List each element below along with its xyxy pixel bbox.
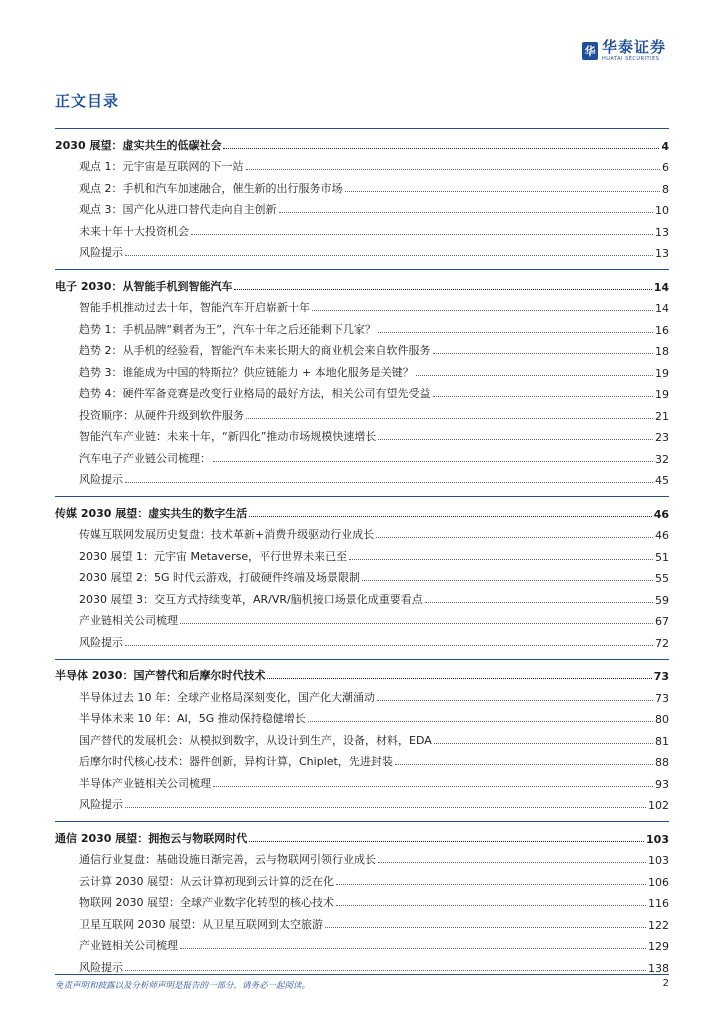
- toc-entry-page: 116: [648, 897, 669, 910]
- toc-entry[interactable]: [55, 585, 669, 607]
- dot-leader: [213, 786, 653, 787]
- toc-entry[interactable]: [55, 239, 669, 261]
- dot-leader: [180, 623, 653, 624]
- toc-entry-label: 产业链相关公司梳理: [79, 614, 178, 627]
- dot-leader: [125, 807, 646, 808]
- toc-entry-label: 智能汽车产业链：未来十年，“新四化”推动市场规模快速增长: [79, 430, 377, 443]
- dot-leader: [234, 289, 651, 290]
- dot-leader: [376, 537, 653, 538]
- toc-entry-label: 智能手机推动过去十年，智能汽车开启崭新十年: [79, 301, 310, 314]
- toc-entry[interactable]: [55, 542, 669, 564]
- dot-leader: [125, 645, 653, 646]
- toc-entry-label: 传媒互联网发展历史复盘：技术革新+消费升级驱动行业成长: [79, 528, 375, 541]
- toc-section: [55, 496, 669, 650]
- dot-leader: [246, 169, 661, 170]
- toc-entry-label: 半导体 2030：国产替代和后摩尔时代技术: [55, 669, 266, 682]
- section-divider: [55, 128, 669, 129]
- dot-leader: [223, 148, 659, 149]
- toc-entry[interactable]: [55, 607, 669, 629]
- logo-mark-icon: 华: [582, 42, 598, 60]
- toc-entry[interactable]: [55, 846, 669, 868]
- toc-entry[interactable]: [55, 423, 669, 445]
- toc-section-heading[interactable]: [55, 824, 669, 846]
- toc-entry[interactable]: [55, 748, 669, 770]
- toc-entry[interactable]: [55, 867, 669, 889]
- toc-entry[interactable]: [55, 444, 669, 466]
- toc-entry[interactable]: [55, 174, 669, 196]
- toc-entry[interactable]: [55, 564, 669, 586]
- dot-leader: [433, 396, 654, 397]
- footer-page-number: 2: [662, 978, 669, 989]
- dot-leader: [325, 927, 646, 928]
- toc-entry-label: 趋势 3：谁能成为中国的特斯拉？供应链能力 + 本地化服务是关键？: [79, 365, 414, 379]
- toc-entry-page: 88: [655, 756, 669, 769]
- toc-entry[interactable]: [55, 953, 669, 975]
- toc-entry-label: 卫星互联网 2030 展望：从卫星互联网到太空旅游: [79, 917, 323, 931]
- toc-entry-page: 102: [648, 799, 669, 812]
- toc-section: [55, 659, 669, 813]
- toc-entry-page: 14: [655, 302, 669, 315]
- toc-entry-label: 2030 展望 2：5G 时代云游戏，打破硬件终端及场景限制: [79, 571, 361, 584]
- toc-entry[interactable]: [55, 196, 669, 218]
- toc-entry[interactable]: [55, 683, 669, 705]
- toc-entry-page: 72: [655, 636, 669, 650]
- dot-leader: [125, 970, 646, 971]
- toc-entry-label: 半导体过去 10 年：全球产业格局深刻变化，国产化大潮涌动: [79, 690, 375, 704]
- dot-leader: [125, 482, 653, 483]
- toc-entry[interactable]: [55, 628, 669, 650]
- toc-entry-label: 电子 2030：从智能手机到智能汽车: [55, 279, 233, 293]
- section-divider: [55, 496, 669, 497]
- toc-entry-page: 73: [655, 691, 669, 705]
- toc-entry[interactable]: [55, 705, 669, 727]
- toc-entry-page: 13: [655, 225, 669, 239]
- toc-entry[interactable]: [55, 380, 669, 402]
- toc-entry-page: 67: [655, 615, 669, 628]
- toc-entry-page: 93: [655, 777, 669, 791]
- dot-leader: [378, 862, 646, 863]
- toc-entry-label: 风险提示: [79, 473, 123, 486]
- toc-entry-label: 风险提示: [79, 246, 123, 259]
- toc-entry-label: 国产替代的发展机会：从模拟到数字，从设计到生产，设备，材料，EDA: [79, 733, 432, 747]
- section-divider: [55, 659, 669, 660]
- toc-entry[interactable]: [55, 401, 669, 423]
- toc-entry-page: 14: [653, 280, 669, 294]
- toc-entry-label: 风险提示: [79, 635, 123, 649]
- toc-entry-label: 通信 2030 展望：拥抱云与物联网时代: [55, 831, 248, 845]
- dot-leader: [378, 332, 653, 333]
- section-divider: [55, 269, 669, 270]
- toc-entry-page: 59: [655, 593, 669, 607]
- toc-entry-page: 18: [655, 345, 669, 358]
- toc-entry-label: 产业链相关公司梳理: [79, 939, 178, 952]
- toc-entry-page: 55: [655, 572, 669, 585]
- dot-leader: [249, 516, 651, 517]
- dot-leader: [279, 212, 654, 213]
- toc-entry-label: 云计算 2030 展望：从云计算初现到云计算的泛在化: [79, 874, 334, 888]
- toc-entry-label: 观点 3：国产化从进口替代走向自主创新: [79, 203, 277, 216]
- toc-entry-label: 通信行业复盘：基础设施日渐完善，云与物联网引领行业成长: [79, 853, 376, 866]
- toc-entry-page: 122: [648, 918, 669, 932]
- logo-name-en: HUATAI SECURITIES: [602, 56, 660, 62]
- toc-entry-page: 13: [655, 247, 669, 260]
- toc-section: [55, 821, 669, 975]
- dot-leader: [308, 721, 653, 722]
- toc-entry-page: 80: [655, 713, 669, 726]
- toc-entry-label: 2030 展望 1：元宇宙 Metaverse，平行世界未来已至: [79, 549, 348, 563]
- dot-leader: [191, 234, 653, 235]
- section-divider: [55, 821, 669, 822]
- toc-entry-page: 51: [655, 550, 669, 564]
- toc-entry-page: 23: [655, 431, 669, 444]
- toc-entry-label: 后摩尔时代核心技术：器件创新，异构计算，Chiplet，先进封装: [79, 755, 393, 768]
- toc-entry-label: 传媒 2030 展望：虚实共生的数字生活: [55, 506, 248, 520]
- toc-entry-label: 2030 展望 3：交互方式持续变革，AR/VR/脑机接口场景化成重要看点: [79, 592, 423, 606]
- toc-entry-label: 半导体产业链相关公司梳理: [79, 776, 211, 790]
- dot-leader: [434, 743, 653, 744]
- toc-entry[interactable]: [55, 521, 669, 543]
- dot-leader: [362, 580, 653, 581]
- dot-leader: [125, 255, 653, 256]
- dot-leader: [267, 678, 651, 679]
- dot-leader: [180, 948, 646, 949]
- toc-entry[interactable]: [55, 466, 669, 488]
- dot-leader: [416, 375, 653, 376]
- toc-entry-page: 103: [646, 832, 669, 846]
- toc-entry-page: 19: [655, 366, 669, 380]
- toc-entry[interactable]: [55, 217, 669, 239]
- toc-entry-page: 103: [648, 854, 669, 867]
- dot-leader: [395, 764, 653, 765]
- table-of-contents: [55, 128, 669, 975]
- toc-entry-page: 45: [655, 474, 669, 487]
- toc-entry-page: 6: [662, 161, 669, 174]
- toc-entry-label: 物联网 2030 展望：全球产业数字化转型的核心技术: [79, 896, 334, 909]
- dot-leader: [336, 884, 646, 885]
- toc-section-heading[interactable]: [55, 131, 669, 153]
- footer-disclaimer: 免责声明和披露以及分析师声明是报告的一部分，请务必一起阅读。: [55, 981, 311, 991]
- dot-leader: [213, 461, 653, 462]
- toc-entry-page: 73: [653, 670, 669, 683]
- toc-entry-label: 风险提示: [79, 798, 123, 811]
- toc-entry-label: 观点 1：元宇宙是互联网的下一站: [79, 160, 244, 173]
- dot-leader: [336, 905, 646, 906]
- logo-name-cn: 华泰证券: [602, 38, 667, 56]
- dot-leader: [312, 310, 653, 311]
- toc-entry-page: 10: [655, 204, 669, 217]
- toc-entry-label: 趋势 1：手机品牌“剩者为王”，汽车十年之后还能剩下几家？: [79, 322, 376, 336]
- company-logo: [582, 36, 682, 66]
- toc-entry-page: 46: [653, 507, 669, 521]
- toc-entry-label: 观点 2：手机和汽车加速融合，催生新的出行服务市场: [79, 181, 343, 195]
- toc-entry[interactable]: [55, 769, 669, 791]
- toc-section-heading[interactable]: [55, 662, 669, 684]
- dot-leader: [349, 559, 653, 560]
- toc-section-heading[interactable]: [55, 499, 669, 521]
- toc-entry-page: 19: [655, 388, 669, 401]
- dot-leader: [425, 602, 653, 603]
- toc-entry[interactable]: [55, 791, 669, 813]
- toc-entry-page: 21: [655, 409, 669, 423]
- dot-leader: [377, 700, 653, 701]
- toc-entry-page: 8: [662, 182, 669, 196]
- toc-entry-label: 趋势 4：硬件军备竞赛是改变行业格局的最好方法，相关公司有望先受益: [79, 387, 431, 400]
- toc-entry[interactable]: [55, 932, 669, 954]
- toc-entry-page: 32: [655, 452, 669, 466]
- footer-divider: [55, 974, 669, 975]
- toc-entry-label: 投资顺序：从硬件升级到软件服务: [79, 408, 244, 422]
- toc-entry-page: 138: [648, 961, 669, 975]
- toc-entry-label: 未来十年十大投资机会: [79, 224, 189, 238]
- toc-entry-page: 16: [655, 323, 669, 337]
- toc-entry-label: 半导体未来 10 年：AI，5G 推动保持稳健增长: [79, 712, 306, 725]
- toc-entry-label: 汽车电子产业链公司梳理：: [79, 451, 211, 465]
- toc-entry[interactable]: [55, 294, 669, 316]
- toc-entry-label: 2030 展望：虚实共生的低碳社会: [55, 138, 222, 152]
- toc-entry-page: 46: [655, 529, 669, 542]
- dot-leader: [345, 191, 661, 192]
- toc-entry[interactable]: [55, 337, 669, 359]
- dot-leader: [433, 353, 654, 354]
- toc-entry-page: 106: [648, 875, 669, 889]
- toc-entry[interactable]: [55, 889, 669, 911]
- toc-entry-page: 129: [648, 940, 669, 953]
- toc-entry[interactable]: [55, 315, 669, 337]
- toc-entry-page: 4: [661, 139, 669, 153]
- toc-section: [55, 269, 669, 487]
- toc-entry-label: 趋势 2：从手机的经验看，智能汽车未来长期大的商业机会来自软件服务: [79, 344, 431, 357]
- toc-entry[interactable]: [55, 910, 669, 932]
- toc-section-heading[interactable]: [55, 272, 669, 294]
- toc-entry-page: 81: [655, 734, 669, 748]
- page-title: 正文目录: [55, 92, 120, 110]
- toc-entry[interactable]: [55, 153, 669, 175]
- toc-entry[interactable]: [55, 358, 669, 380]
- toc-entry-label: 风险提示: [79, 960, 123, 974]
- dot-leader: [378, 439, 653, 440]
- dot-leader: [246, 418, 653, 419]
- toc-section: [55, 128, 669, 260]
- dot-leader: [249, 841, 644, 842]
- toc-entry[interactable]: [55, 726, 669, 748]
